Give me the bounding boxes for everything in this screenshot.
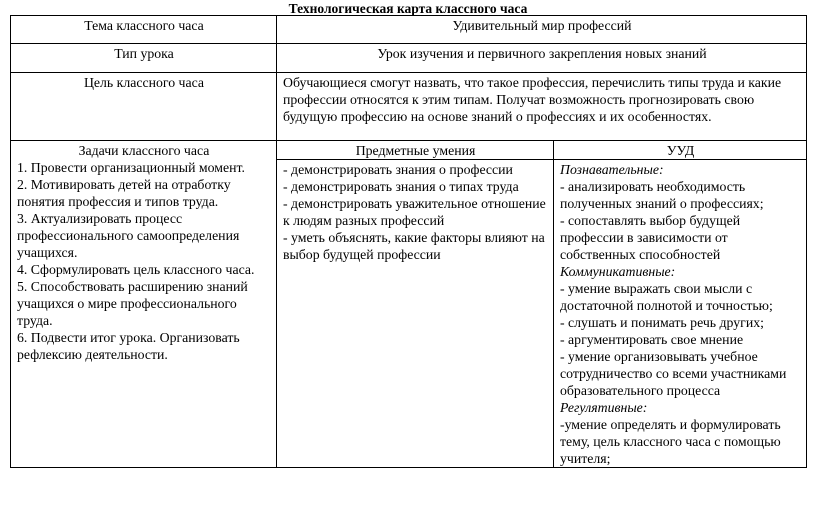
tasks-cell — [11, 141, 277, 468]
subject-skill-item: - демонстрировать знания о типах труда — [283, 179, 519, 194]
row-lesson-type — [11, 44, 807, 73]
uud-regulatory-title: Регулятивные: — [560, 400, 648, 415]
tasks-title: Задачи классного часа — [78, 143, 210, 158]
uud-item: - умение организовывать учебное сотрудничество со всеми участниками образовательного процесса — [560, 349, 787, 398]
row-theme — [11, 16, 807, 44]
goal-value: Обучающиеся смогут назвать, что такое профессия, перечислить типы труда и какие профессии относятся к этим типам. Получат возможность прогнозировать свою будущую профессию на основе знаний о профессиях и их особенностях. — [277, 73, 807, 141]
task-item: 2. Мотивировать детей на отработку понятия профессия и типов труда. — [17, 177, 231, 209]
uud-cell — [554, 160, 807, 468]
uud-item: - слушать и понимать речь других; — [560, 315, 764, 330]
theme-value: Удивительный мир профессий — [277, 16, 807, 44]
tech-card-table — [10, 15, 807, 468]
uud-communicative-title: Коммуникативные: — [560, 264, 676, 279]
uud-header: УУД — [554, 141, 807, 160]
row-goal — [11, 73, 807, 141]
subject-skills-header: Предметные умения — [277, 141, 554, 160]
task-item: 4. Сформулировать цель классного часа. — [17, 262, 255, 277]
uud-item: - умение выражать свои мысли с достаточной полнотой и точностью; — [560, 281, 773, 313]
task-item: 5. Способствовать расширению знаний учащихся о мире профессионального труда. — [17, 279, 248, 328]
uud-cognitive-title: Познавательные: — [560, 162, 664, 177]
row-headers — [11, 141, 807, 160]
subject-skill-item: - уметь объяснять, какие факторы влияют на выбор будущей профессии — [283, 230, 545, 262]
subject-skills-cell — [277, 160, 554, 468]
lesson-type-label: Тип урока — [11, 44, 277, 73]
uud-item: -умение определять и формулировать тему, цель классного часа с помощью учителя; — [560, 417, 781, 466]
uud-item: - анализировать необходимость полученных знаний о профессиях; — [560, 179, 764, 211]
task-item: 1. Провести организационный момент. — [17, 160, 245, 175]
task-item: 3. Актуализировать процесс профессионального самоопределения учащихся. — [17, 211, 240, 260]
task-item: 6. Подвести итог урока. Организовать рефлексию деятельности. — [17, 330, 240, 362]
theme-label: Тема классного часа — [11, 16, 277, 44]
document-title: Технологическая карта классного часа — [288, 1, 528, 16]
subject-skill-item: - демонстрировать знания о профессии — [283, 162, 513, 177]
subject-skill-item: - демонстрировать уважительное отношение к людям разных профессий — [283, 196, 546, 228]
lesson-type-value: Урок изучения и первичного закрепления новых знаний — [277, 44, 807, 73]
uud-item: - сопоставлять выбор будущей профессии в зависимости от собственных способностей — [560, 213, 741, 262]
goal-label: Цель классного часа — [11, 73, 277, 141]
uud-item: - аргументировать свое мнение — [560, 332, 744, 347]
